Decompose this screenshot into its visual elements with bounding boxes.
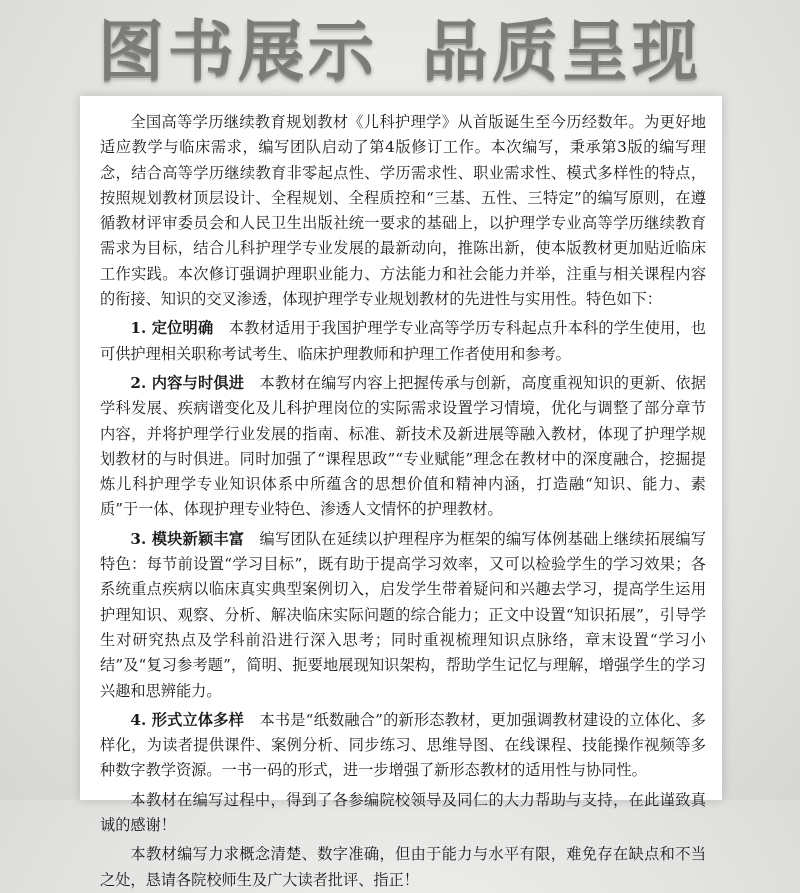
feature-heading: 3. 模块新颖丰富 [130, 529, 245, 548]
banner-title-left: 图书展示 [98, 12, 378, 90]
feature-text: 编写团队在延续以护理程序为框架的编写体例基础上继续拓展编写特色：每节前设置“学习目标”，既有助于提高学习效率，又可以检验学生的学习效果；各系统重点疾病以临床真实典型案例切入，启发学生带着疑问和兴趣去学习，提高学生运用护理知识、观察、分析、解决临床实际问题的综合能力；正文中设置“知识拓展”，引导学生对研究热点及学科前沿进行深入思考；同时重视梳理知识点脉络，章末设置“学习小结”及“复习参考题”，简明、扼要地展现知识架构，帮助学生记忆与理解，增强学生的学习兴趣和思辨能力。 [100, 529, 706, 700]
banner-title-right: 品质呈现 [422, 12, 702, 90]
feature-paragraph-1 [100, 316, 706, 367]
feature-paragraph-4 [100, 708, 706, 784]
feature-paragraph-2 [100, 371, 706, 523]
header-banner [0, 0, 800, 90]
closing-paragraph: 本教材编写力求概念清楚、数字准确，但由于能力与水平有限，难免存在缺点和不当之处，恳请各院校师生及广大读者批评、指正！ [100, 845, 706, 889]
thanks-paragraph: 本教材在编写过程中，得到了各参编院校领导及同仁的大力帮助与支持，在此谨致真诚的感谢！ [100, 790, 706, 835]
preface-page [80, 96, 722, 889]
feature-heading: 4. 形式立体多样 [130, 710, 245, 729]
feature-heading: 1. 定位明确 [130, 319, 214, 338]
feature-heading: 2. 内容与时俱进 [130, 373, 245, 392]
banner-title [98, 0, 702, 93]
feature-text: 本书是“纸数融合”的新形态教材，更加强调教材建设的立体化、多样化，为读者提供课件、案例分析、同步练习、思维导图、在线课程、技能操作视频等多种数字教学资源。一书一码的形式，进一步增强了新形态教材的适用性与协同性。 [100, 710, 706, 780]
feature-text: 本教材在编写内容上把握传承与创新，高度重视知识的更新、依据学科发展、疾病谱变化及儿科护理岗位的实际需求设置学习情境，优化与调整了部分章节内容，并将护理学行业发展的指南、标准、新技术及新进展等融入教材，体现了护理学规划教材的与时俱进。同时加强了“课程思政”“专业赋能”理念在教材中的深度融合，挖掘提炼儿科护理学专业知识体系中所蕴含的思想价值和精神内涵，打造融“知识、能力、素质”于一体、体现护理专业特色、渗透人文情怀的护理教材。 [100, 373, 706, 519]
feature-paragraph-3 [100, 527, 706, 704]
intro-paragraph: 全国高等学历继续教育规划教材《儿科护理学》从首版诞生至今历经数年。为更好地适应教学与临床需求，编写团队启动了第4版修订工作。本次编写，秉承第3版的编写理念，结合高等学历继续教育非零起点性、学历需求性、职业需求性、模式多样性的特点，按照规划教材顶层设计、全程规划、全程质控和“三基、五性、三特定”的编写原则，在遵循教材评审委员会和人民卫生出版社统一要求的基础上，以护理学专业高等学历继续教育需求为目标，结合儿科护理学专业发展的最新动向，推陈出新，使本版教材更加贴近临床工作实践。本次修订强调护理职业能力、方法能力和社会能力并举，注重与相关课程内容的衔接、知识的交叉渗透，体现护理学专业规划教材的先进性与实用性。特色如下： [100, 113, 706, 309]
feature-text: 本教材适用于我国护理学专业高等学历专科起点升本科的学生使用，也可供护理相关职称考试考生、临床护理教师和护理工作者使用和参考。 [100, 319, 706, 363]
